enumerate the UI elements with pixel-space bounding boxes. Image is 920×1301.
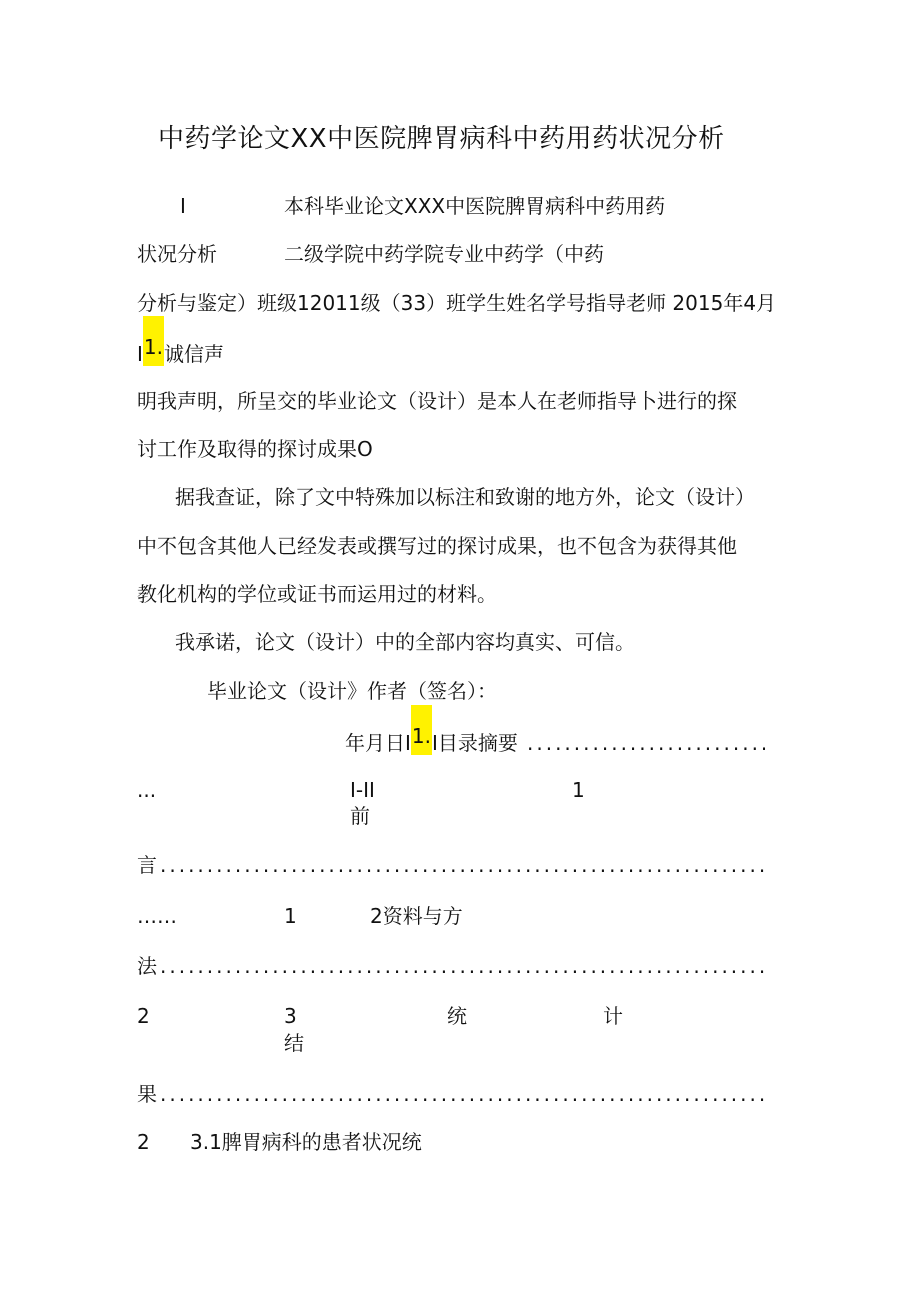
toc-row2-c: 1	[572, 778, 585, 802]
header-line-1: 本科毕业论文XXX中医院脾胃病科中药用药	[284, 194, 666, 218]
header-line-3: 分析与鉴定）班级12011级（33）班学生姓名学号指导老师 2015年4月	[137, 291, 777, 315]
line4-suffix: 诚信声	[164, 342, 224, 366]
toc-row6-c: 统	[447, 1004, 467, 1028]
header-line-2a: 状况分析	[137, 242, 217, 266]
toc-row5-label: 法	[137, 954, 157, 978]
declaration-p3: 我承诺，论文（设计）中的全部内容均真实、可信。	[175, 630, 635, 654]
toc-row3-label: 言	[137, 853, 157, 877]
toc-leader-5	[160, 954, 765, 978]
toc-row2-d: 前	[350, 804, 370, 828]
header-marker: I	[180, 194, 186, 218]
toc-line1-suffix: I目录摘要	[432, 731, 518, 755]
toc-row8-b: 3.1脾胃病科的患者状况统	[190, 1130, 422, 1154]
toc-row4-b: 1	[284, 904, 297, 928]
header-line-4	[137, 316, 224, 368]
line4-prefix: I	[137, 342, 143, 366]
toc-row4-c: 2资料与方	[370, 904, 463, 928]
toc-line1-prefix: 年月日I	[345, 731, 411, 755]
toc-leader-7	[160, 1082, 765, 1106]
toc-row8-a: 2	[137, 1130, 150, 1154]
toc-row6-d: 计	[603, 1004, 623, 1028]
toc-row6-b: 3	[284, 1004, 297, 1028]
signature-line: 毕业论文（设计》作者（签名）：	[207, 679, 497, 703]
toc-row4-a: ……	[137, 904, 177, 928]
declaration-p1-line1: 明我声明，所呈交的毕业论文（设计）是本人在老师指导卜进行的探	[137, 389, 737, 413]
toc-row6-e: 结	[284, 1031, 304, 1055]
toc-row7-label: 果	[137, 1082, 157, 1106]
toc-row2-b: I-II	[350, 778, 375, 802]
header-line-2b: 二级学院中药学院专业中药学（中药	[284, 242, 604, 266]
toc-row2-a: ...	[137, 778, 157, 802]
toc-leader-1	[527, 731, 765, 755]
toc-row6-a: 2	[137, 1004, 150, 1028]
declaration-p2-line1: 据我查证，除了文中特殊加以标注和致谢的地方外，论文（设计）	[175, 485, 755, 509]
declaration-p2-line3: 教化机构的学位或证书而运用过的材料。	[137, 582, 497, 606]
highlighted-number: 1.	[143, 316, 164, 366]
document-title: 中药学论文XX中医院脾胃病科中药用药状况分析	[158, 124, 725, 154]
declaration-p1-line2: 讨工作及取得的探讨成果O	[137, 437, 373, 461]
declaration-p2-line2: 中不包含其他人已经发表或撰写过的探讨成果，也不包含为获得其他	[137, 534, 737, 558]
toc-line-1	[345, 705, 518, 757]
toc-leader-3	[160, 853, 765, 877]
toc-highlighted-number: 1.	[411, 705, 432, 755]
